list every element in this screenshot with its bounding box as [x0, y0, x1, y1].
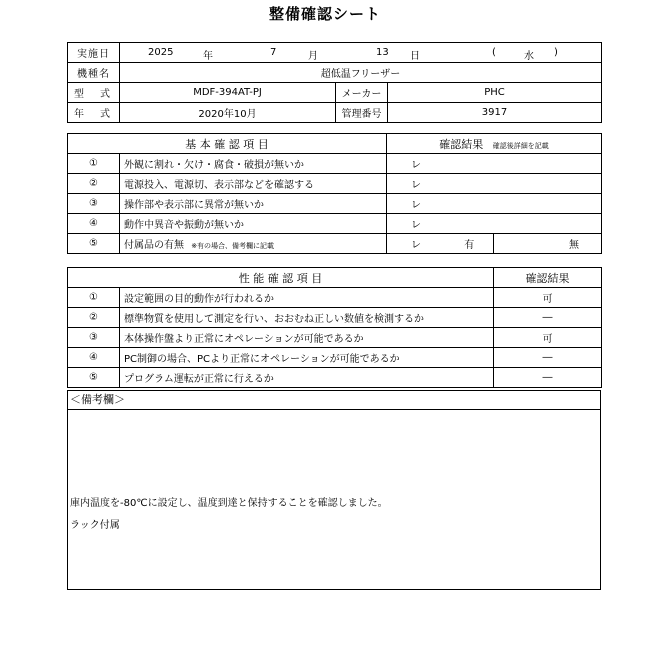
check-item: 外観に割れ・欠け・腐食・破損が無いか	[120, 154, 387, 174]
date-label: 実施日	[68, 43, 120, 63]
page-title: 整備確認シート	[268, 5, 381, 23]
accessory-no: 無	[494, 234, 602, 254]
maker-value: PHC	[388, 83, 602, 103]
date-day: 13	[376, 47, 389, 58]
table-row	[68, 348, 602, 368]
table-row	[68, 288, 602, 308]
row-number: ④	[68, 214, 120, 234]
weekday-close: )	[554, 47, 558, 58]
date-year: 2025	[148, 47, 174, 58]
mgmt-label: 管理番号	[336, 103, 388, 123]
check-item: 操作部や表示部に異常が無いか	[120, 194, 387, 214]
accessory-note: ※有の場合、備考欄に記載	[191, 242, 275, 250]
remarks-line-2: ラック付属	[70, 520, 120, 531]
check-mark: レ	[411, 240, 422, 251]
row-number: ②	[68, 308, 120, 328]
performance-result-header: 確認結果	[494, 268, 602, 288]
date-month-unit: 月	[308, 51, 318, 62]
table-row	[68, 194, 602, 214]
year-model-value: 2020年10月	[120, 103, 336, 123]
check-item: 設定範囲の目的動作が行われるか	[120, 288, 494, 308]
check-item	[120, 234, 387, 254]
type-label: 型 式	[68, 83, 120, 103]
remarks-header: ＜備考欄＞	[68, 391, 600, 410]
table-row	[68, 368, 602, 388]
date-month: 7	[270, 47, 277, 58]
row-number: ④	[68, 348, 120, 368]
table-row	[68, 328, 602, 348]
performance-table	[67, 267, 602, 388]
basic-result-note: 確認後詳細を記載	[492, 141, 549, 150]
remarks-line-1: 庫内温度を-80℃に設定し、温度到達と保持することを確認しました。	[70, 498, 388, 509]
check-item: 本体操作盤より正常にオペレーションが可能であるか	[120, 328, 494, 348]
model-name-label: 機種名	[68, 63, 120, 83]
row-number: ⑤	[68, 368, 120, 388]
table-row	[68, 234, 602, 254]
table-row	[68, 214, 602, 234]
table-row	[68, 308, 602, 328]
date-day-unit: 日	[410, 51, 420, 62]
check-mark: レ	[387, 194, 602, 214]
model-name-value: 超低温フリーザー	[120, 63, 602, 83]
maker-label: メーカー	[336, 83, 388, 103]
check-mark: レ	[387, 174, 602, 194]
row-number: ③	[68, 328, 120, 348]
basic-check-table	[67, 133, 602, 254]
info-table	[67, 42, 602, 123]
accessory-yes: 有	[464, 240, 475, 251]
table-row	[68, 154, 602, 174]
row-number: ①	[68, 288, 120, 308]
check-item: プログラム運転が正常に行えるか	[120, 368, 494, 388]
weekday-open: (	[492, 47, 496, 58]
table-row	[68, 174, 602, 194]
check-result: 可	[494, 288, 602, 308]
check-result: ―	[494, 348, 602, 368]
check-item: PC制御の場合、PCより正常にオペレーションが可能であるか	[120, 348, 494, 368]
check-item: 電源投入、電源切、表示部などを確認する	[120, 174, 387, 194]
performance-header: 性 能 確 認 項 目	[68, 268, 494, 288]
row-number: ①	[68, 154, 120, 174]
check-result: 可	[494, 328, 602, 348]
check-mark: レ	[387, 214, 602, 234]
basic-result-header	[387, 134, 602, 154]
year-model-label: 年 式	[68, 103, 120, 123]
row-number: ⑤	[68, 234, 120, 254]
check-result: ―	[494, 368, 602, 388]
mgmt-value: 3917	[388, 103, 602, 123]
remarks-box	[67, 390, 601, 590]
date-value	[120, 43, 602, 63]
type-value: MDF-394AT-PJ	[120, 83, 336, 103]
check-mark: レ	[387, 154, 602, 174]
row-number: ②	[68, 174, 120, 194]
basic-header: 基 本 確 認 項 目	[68, 134, 387, 154]
accessory-yes-cell	[387, 234, 494, 254]
basic-result-label: 確認結果	[439, 137, 484, 151]
date-year-unit: 年	[203, 51, 213, 62]
row-number: ③	[68, 194, 120, 214]
weekday: 水	[524, 51, 534, 62]
accessory-label: 付属品の有無	[124, 240, 184, 251]
check-item: 標準物質を使用して測定を行い、おおむね正しい数値を検測するか	[120, 308, 494, 328]
check-result: ―	[494, 308, 602, 328]
check-item: 動作中異音や振動が無いか	[120, 214, 387, 234]
